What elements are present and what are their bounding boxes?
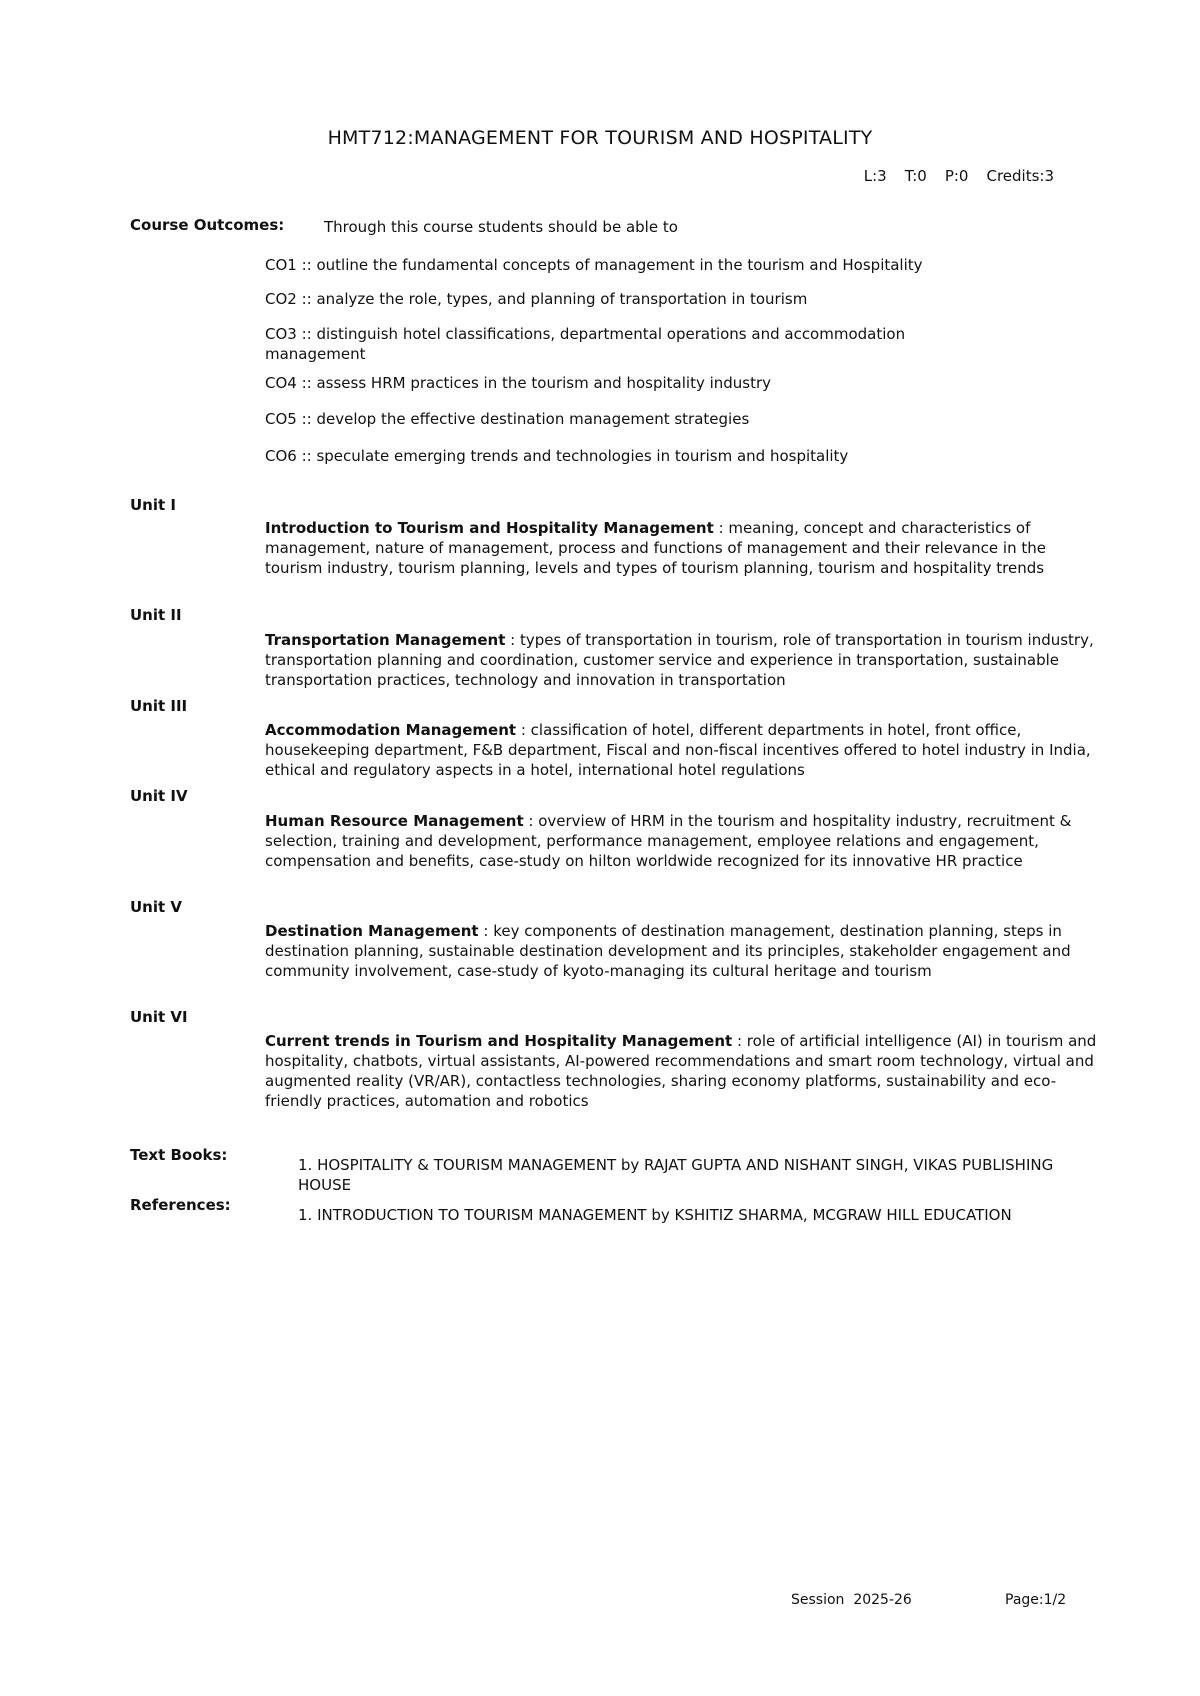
unit-label: Unit IV — [130, 787, 188, 805]
course-outcome-item: CO4 :: assess HRM practices in the tourism and hospitality industry — [265, 374, 772, 392]
unit-body — [265, 811, 1105, 871]
course-outcome-item: CO3 :: distinguish hotel classifications, departmental operations and accommodation management — [265, 325, 906, 363]
text-books-label: Text Books: — [130, 1146, 228, 1164]
text-book-item: 1. HOSPITALITY & TOURISM MANAGEMENT by RAJAT GUPTA AND NISHANT SINGH, VIKAS PUBLISHING HOUSE — [298, 1156, 1054, 1194]
unit-body — [265, 720, 1105, 780]
course-outcomes-intro: Through this course students should be able to — [324, 218, 678, 236]
unit-label: Unit V — [130, 898, 183, 916]
unit-body — [265, 630, 1105, 690]
page-title: HMT712:MANAGEMENT FOR TOURISM AND HOSPITALITY — [327, 127, 873, 149]
unit-body — [265, 1031, 1105, 1111]
unit-text: : key components of destination management, destination planning, steps in destination planning, sustainable destination development and its principles, stakeholder engagement and community involvement, case-study of kyoto-managing its cultural heritage and tourism — [265, 922, 1071, 980]
unit-text: : classification of hotel, different departments in hotel, front office, housekeeping department, F&B department, Fiscal and non-fiscal incentives offered to hotel industry in India, ethical and regulatory aspects in a hotel, international hotel regulations — [265, 721, 1091, 779]
unit-heading: Current trends in Tourism and Hospitality Management — [265, 1032, 733, 1050]
credit-info — [864, 167, 1054, 185]
unit-label: Unit II — [130, 606, 182, 624]
practical-hours: P:0 — [944, 167, 969, 185]
unit-text: : overview of HRM in the tourism and hospitality industry, recruitment & selection, training and development, performance management, employee relations and engagement, compensation and benefits, case-study on hilton worldwide recognized for its innovative HR practice — [265, 812, 1072, 870]
unit-text: : meaning, concept and characteristics of management, nature of management, process and functions of management and their relevance in the tourism industry, tourism planning, levels and types of tourism planning, tourism and hospitality trends — [265, 519, 1046, 577]
course-outcome-item: CO1 :: outline the fundamental concepts of management in the tourism and Hospitality — [265, 256, 923, 274]
unit-label: Unit III — [130, 697, 188, 715]
unit-heading: Introduction to Tourism and Hospitality Management — [265, 519, 714, 537]
unit-heading: Destination Management — [265, 922, 479, 940]
course-outcome-item: CO2 :: analyze the role, types, and planning of transportation in tourism — [265, 290, 808, 308]
reference-item: 1. INTRODUCTION TO TOURISM MANAGEMENT by KSHITIZ SHARMA, MCGRAW HILL EDUCATION — [298, 1206, 1012, 1224]
session-info: Session 2025-26 — [791, 1592, 912, 1608]
unit-body — [265, 921, 1105, 981]
page-number: Page:1/2 — [1005, 1592, 1067, 1608]
unit-body — [265, 518, 1105, 578]
tutorial-hours: T:0 — [904, 167, 927, 185]
course-outcomes-label: Course Outcomes: — [130, 216, 285, 234]
unit-text: : types of transportation in tourism, role of transportation in tourism industry, transportation planning and coordination, customer service and experience in transportation, sustainable transportation practices, technology and innovation in transportation — [265, 631, 1094, 689]
unit-heading: Accommodation Management — [265, 721, 517, 739]
references-label: References: — [130, 1196, 231, 1214]
lecture-hours: L:3 — [863, 167, 887, 185]
unit-heading: Human Resource Management — [265, 812, 524, 830]
unit-label: Unit I — [130, 496, 176, 514]
unit-heading: Transportation Management — [265, 631, 506, 649]
unit-text: : role of artificial intelligence (AI) in tourism and hospitality, chatbots, virtual assistants, AI-powered recommendations and smart room technology, virtual and augmented reality (VR/AR), contactless technologies, sharing economy platforms, sustainability and eco-friendly practices, automation and robotics — [265, 1032, 1097, 1110]
credits: Credits:3 — [986, 167, 1054, 185]
unit-label: Unit VI — [130, 1008, 188, 1026]
course-outcome-item: CO5 :: develop the effective destination management strategies — [265, 410, 750, 428]
course-outcome-item: CO6 :: speculate emerging trends and technologies in tourism and hospitality — [265, 447, 849, 465]
